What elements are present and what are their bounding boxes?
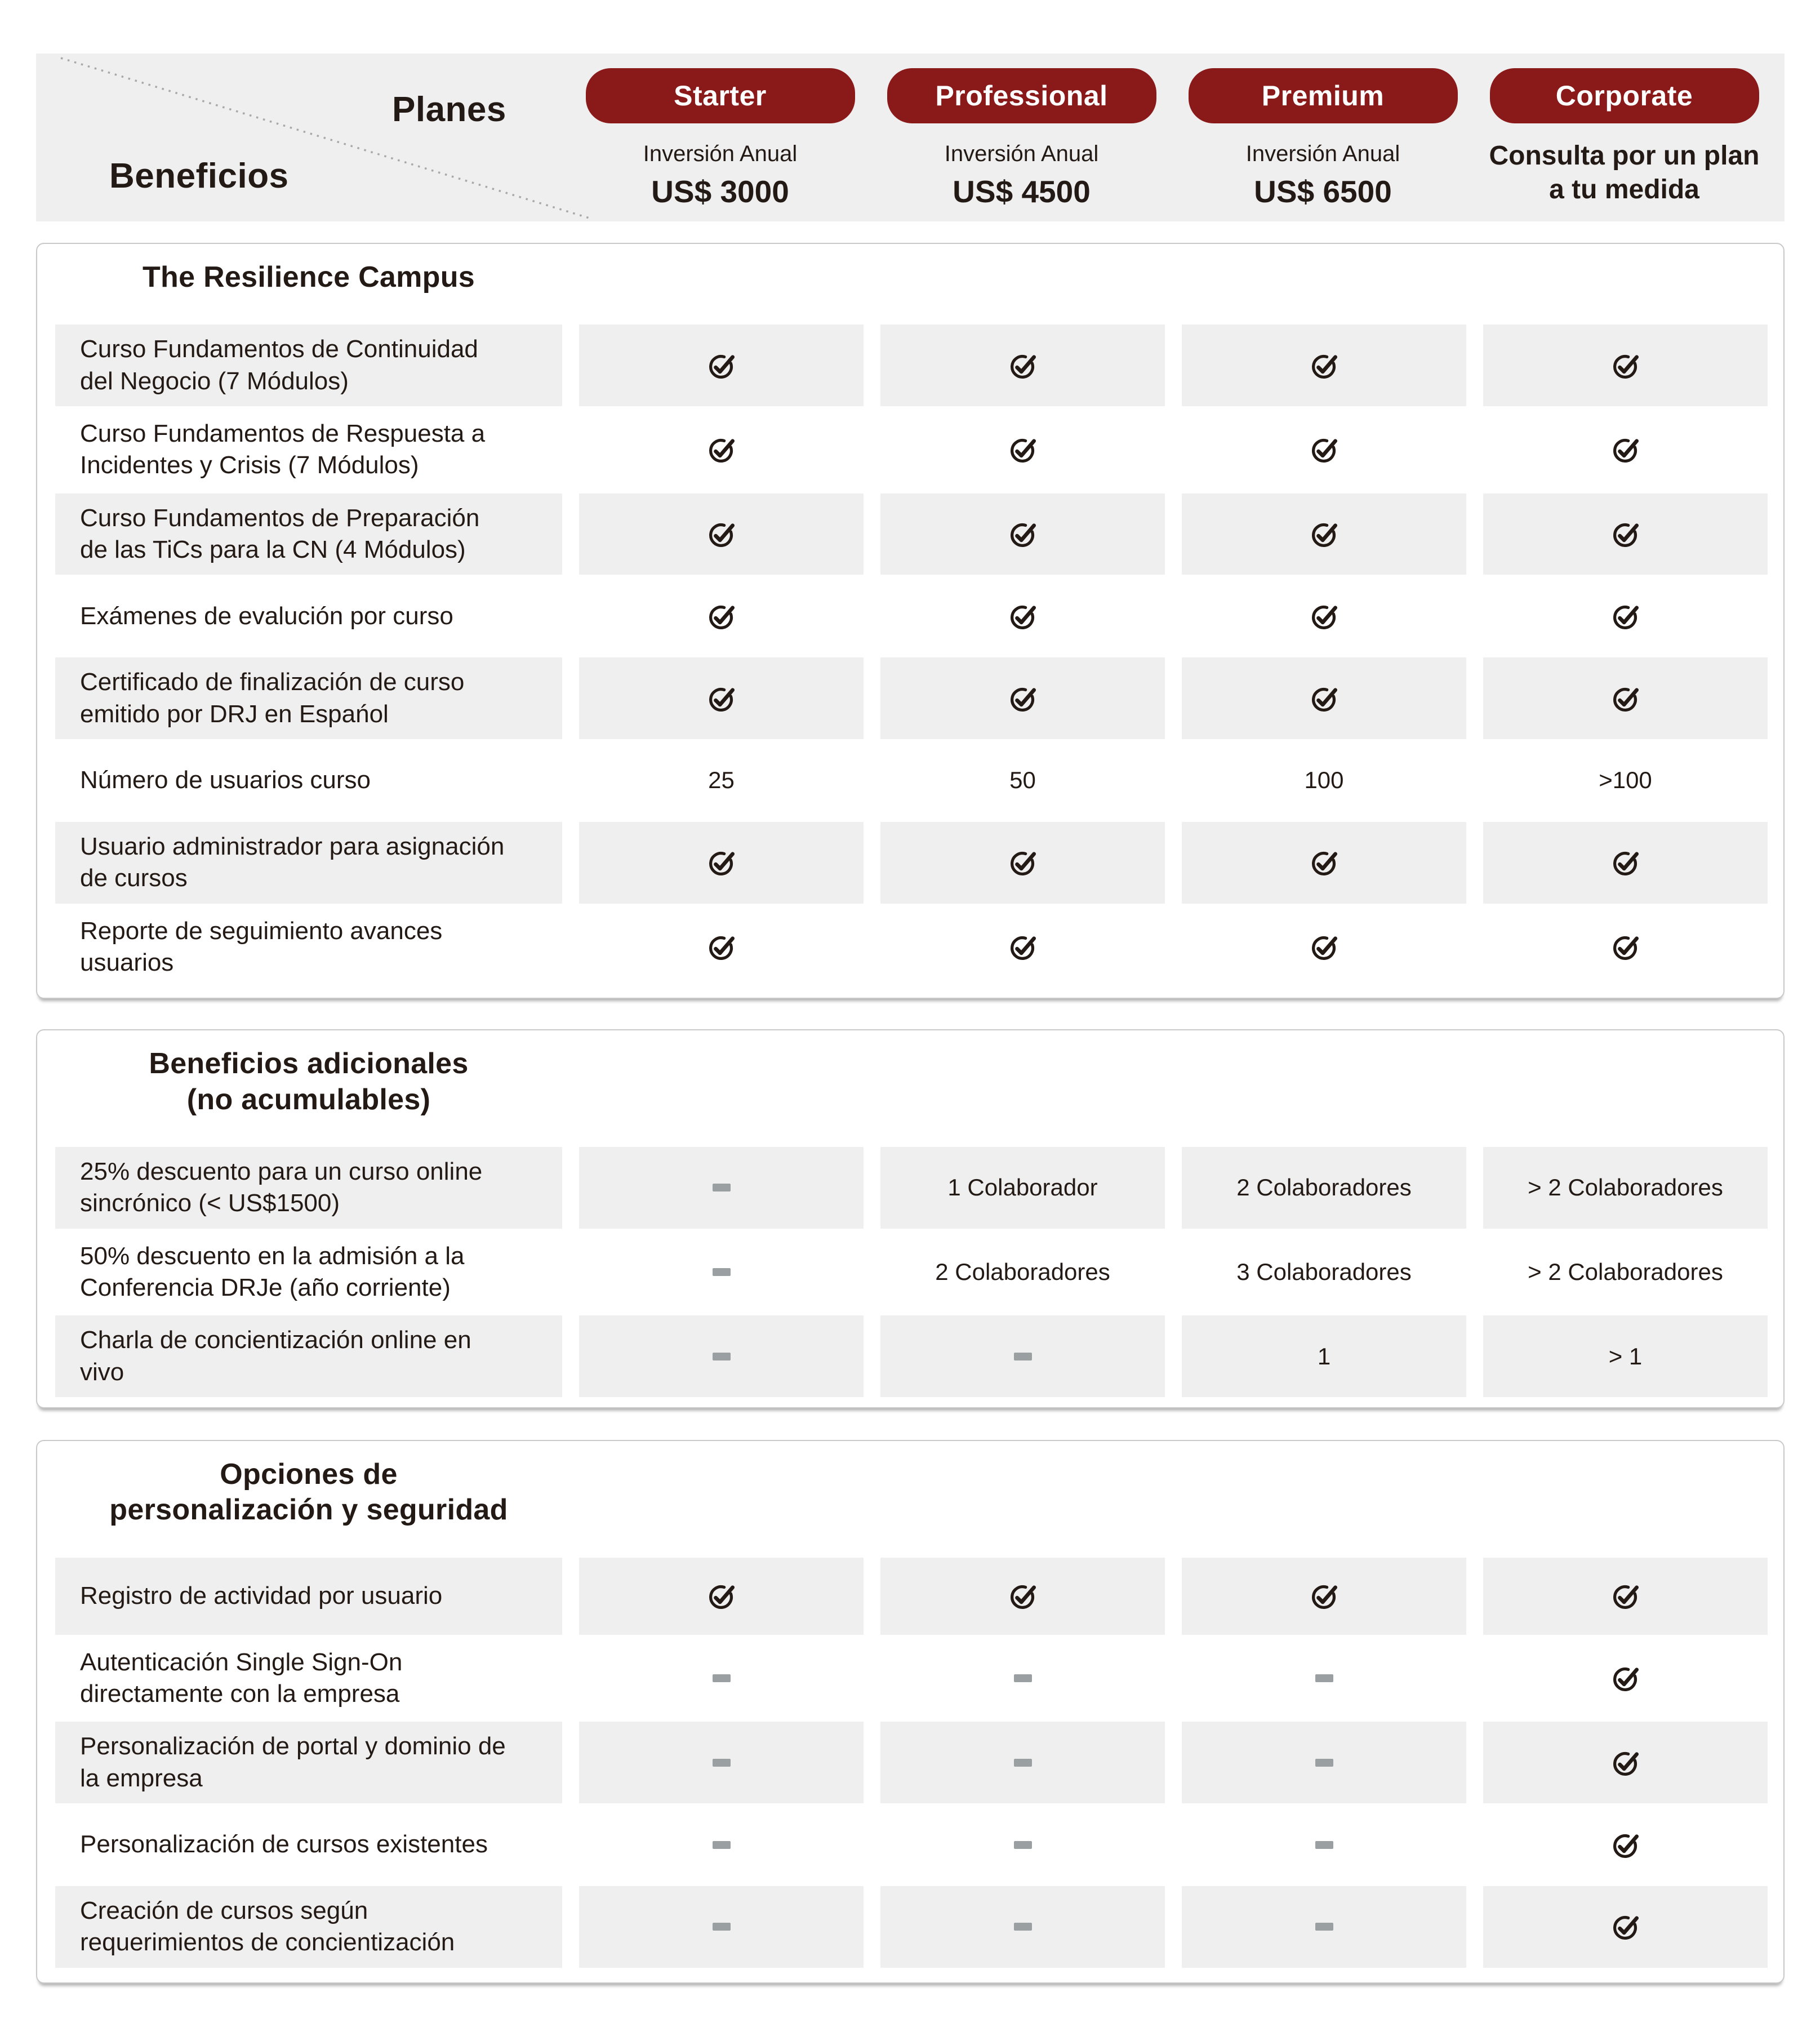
row-label [55, 409, 562, 491]
dash-icon [1315, 1923, 1333, 1931]
check-circle-icon [1008, 602, 1038, 631]
row-label [55, 906, 562, 988]
check-circle-icon [1611, 932, 1640, 962]
section-rows [37, 324, 1783, 988]
table-row [37, 1315, 1783, 1397]
plan-name: Professional [935, 80, 1108, 112]
check-cell [880, 906, 1165, 988]
dash-cell [579, 1315, 864, 1397]
value-text: 25 [708, 767, 735, 794]
row-label [55, 324, 562, 406]
table-row [37, 324, 1783, 406]
check-circle-icon [1008, 684, 1038, 713]
row-label [55, 1638, 562, 1719]
value-text: > 2 Colaboradores [1528, 1174, 1723, 1201]
plan-pill-professional[interactable] [887, 68, 1156, 123]
check-cell [579, 324, 864, 406]
check-cell [880, 493, 1165, 575]
table-row [37, 493, 1783, 575]
check-circle-icon [707, 602, 736, 631]
plan-price: US$ 6500 [1254, 174, 1392, 209]
row-label-text: Charla de concientización online en vivo [80, 1326, 471, 1386]
check-cell [880, 657, 1165, 739]
plan-column-professional [879, 54, 1164, 221]
table-row [37, 409, 1783, 491]
value-cell [1182, 1231, 1466, 1313]
check-cell [1483, 577, 1768, 655]
value-text: 50 [1009, 767, 1036, 794]
plan-price: US$ 4500 [953, 174, 1091, 209]
check-circle-icon [1008, 932, 1038, 962]
dash-icon [713, 1923, 731, 1931]
table-row [37, 1231, 1783, 1313]
row-label-text: 50% descuento en la admisión a la Conferencia DRJe (año corriente) [80, 1242, 465, 1301]
dash-icon [1014, 1674, 1032, 1682]
table-row [37, 1722, 1783, 1803]
beneficios-label: Beneficios [109, 157, 289, 195]
check-circle-icon [707, 932, 736, 962]
check-cell [1483, 657, 1768, 739]
row-label [55, 657, 562, 739]
check-circle-icon [1310, 684, 1339, 713]
plan-name: Corporate [1555, 80, 1693, 112]
check-cell [1182, 1558, 1466, 1635]
dash-cell [880, 1315, 1165, 1397]
row-label-text: Usuario administrador para asignación de cursos [80, 832, 505, 892]
check-circle-icon [1611, 1748, 1640, 1777]
plan-column-starter [578, 54, 862, 221]
check-circle-icon [1611, 684, 1640, 713]
row-label-text: Curso Fundamentos de Respuesta a Incidentes y Crisis (7 Módulos) [80, 420, 486, 479]
value-text: 2 Colaboradores [935, 1259, 1110, 1285]
section-rows [37, 1147, 1783, 1397]
section-title-line: personalización y seguridad [109, 1493, 508, 1527]
table-row [37, 1147, 1783, 1229]
section-title [55, 260, 562, 295]
check-circle-icon [1611, 848, 1640, 877]
table-row [37, 577, 1783, 655]
check-circle-icon [1008, 351, 1038, 380]
row-label-text: Creación de cursos según requerimientos de concientización [80, 1897, 455, 1957]
value-text: 2 Colaboradores [1236, 1174, 1412, 1201]
check-circle-icon [1310, 435, 1339, 464]
check-circle-icon [1310, 848, 1339, 877]
dash-icon [713, 1184, 731, 1191]
dash-cell [1182, 1722, 1466, 1803]
row-label-text: Número de usuarios curso [80, 766, 371, 794]
check-circle-icon [707, 435, 736, 464]
section-title [55, 1046, 562, 1118]
dash-icon [713, 1268, 731, 1276]
table-row [37, 657, 1783, 739]
check-cell [880, 822, 1165, 904]
check-cell [1483, 1806, 1768, 1883]
dash-icon [1315, 1674, 1333, 1682]
value-cell [1483, 742, 1768, 819]
check-circle-icon [1611, 519, 1640, 549]
value-text: > 2 Colaboradores [1528, 1259, 1723, 1285]
dash-icon [713, 1674, 731, 1682]
dash-icon [1014, 1759, 1032, 1767]
value-cell [1483, 1315, 1768, 1397]
check-circle-icon [1310, 1581, 1339, 1611]
row-label [55, 1315, 562, 1397]
dash-cell [1182, 1638, 1466, 1719]
value-cell [1483, 1147, 1768, 1229]
check-cell [579, 493, 864, 575]
check-circle-icon [1611, 1581, 1640, 1611]
check-cell [880, 324, 1165, 406]
table-row [37, 906, 1783, 988]
check-cell [880, 1558, 1165, 1635]
value-text: > 1 [1608, 1342, 1643, 1370]
plan-pill-corporate[interactable] [1490, 68, 1759, 123]
value-text: 3 Colaboradores [1236, 1259, 1412, 1285]
value-text: 100 [1304, 767, 1344, 794]
table-row [37, 1886, 1783, 1968]
dash-icon [1014, 1923, 1032, 1931]
plan-sub-label: Inversión Anual [1245, 141, 1400, 166]
check-circle-icon [1008, 519, 1038, 549]
row-label-text: Personalización de portal y dominio de la empresa [80, 1732, 506, 1792]
row-label-text: 25% descuento para un curso online sincrónico (< US$1500) [80, 1158, 483, 1217]
plan-column-corporate [1482, 54, 1766, 221]
check-circle-icon [707, 1581, 736, 1611]
check-cell [1483, 1638, 1768, 1719]
check-cell [1182, 657, 1466, 739]
row-label-text: Curso Fundamentos de Preparación de las TiCs para la CN (4 Módulos) [80, 504, 480, 563]
check-cell [1483, 822, 1768, 904]
check-circle-icon [1008, 848, 1038, 877]
check-circle-icon [707, 684, 736, 713]
plan-pill-starter[interactable] [586, 68, 855, 123]
check-cell [1182, 493, 1466, 575]
dash-cell [579, 1147, 864, 1229]
bottom-margin [0, 1984, 1820, 2023]
value-cell [579, 742, 864, 819]
check-circle-icon [1310, 519, 1339, 549]
row-label [55, 742, 562, 819]
dash-icon [713, 1759, 731, 1767]
check-circle-icon [707, 351, 736, 380]
section-title-line: (no acumulables) [186, 1083, 431, 1116]
row-label [55, 577, 562, 655]
check-cell [579, 1558, 864, 1635]
plan-name: Starter [674, 80, 767, 112]
row-label-text: Autenticación Single Sign-On directamente con la empresa [80, 1648, 403, 1708]
dash-cell [579, 1886, 864, 1968]
plan-column-premium [1181, 54, 1465, 221]
check-cell [1182, 577, 1466, 655]
check-cell [1182, 822, 1466, 904]
dash-cell [579, 1806, 864, 1883]
section-personalizacion-seguridad [36, 1440, 1785, 1984]
check-cell [579, 822, 864, 904]
value-text: 1 Colaborador [947, 1174, 1098, 1201]
dash-cell [880, 1722, 1165, 1803]
plan-price: US$ 3000 [651, 174, 789, 209]
row-label [55, 1722, 562, 1803]
value-cell [1182, 1315, 1466, 1397]
table-row [37, 1806, 1783, 1883]
plan-name: Premium [1261, 80, 1385, 112]
check-cell [579, 657, 864, 739]
dash-cell [579, 1231, 864, 1313]
check-cell [579, 409, 864, 491]
check-cell [880, 409, 1165, 491]
dash-icon [713, 1841, 731, 1849]
value-cell [1182, 742, 1466, 819]
plan-sub-label: Inversión Anual [643, 141, 798, 166]
dash-icon [1014, 1841, 1032, 1849]
check-circle-icon [1611, 435, 1640, 464]
plan-pill-premium[interactable] [1189, 68, 1458, 123]
check-circle-icon [1008, 1581, 1038, 1611]
check-cell [1483, 1722, 1768, 1803]
row-label [55, 822, 562, 904]
row-label-text: Registro de actividad por usuario [80, 1582, 443, 1610]
value-cell [880, 1231, 1165, 1313]
dash-icon [1014, 1353, 1032, 1360]
dash-cell [880, 1806, 1165, 1883]
check-circle-icon [1310, 932, 1339, 962]
value-cell [1182, 1147, 1466, 1229]
row-label [55, 1558, 562, 1635]
row-label-text: Certificado de finalización de curso emitido por DRJ en Espańol [80, 668, 465, 728]
row-label-text: Reporte de seguimiento avances usuarios [80, 917, 443, 976]
check-circle-icon [1611, 602, 1640, 631]
value-text: >100 [1599, 767, 1652, 794]
value-cell [880, 742, 1165, 819]
section-resilience-campus [36, 243, 1785, 999]
section-title-line: Opciones de [220, 1457, 398, 1491]
row-label [55, 1231, 562, 1313]
row-label [55, 1806, 562, 1883]
check-circle-icon [1008, 435, 1038, 464]
value-cell [1483, 1231, 1768, 1313]
check-circle-icon [1611, 351, 1640, 380]
value-text: 1 [1317, 1342, 1331, 1370]
row-label-text: Curso Fundamentos de Continuidad del Negocio (7 Módulos) [80, 335, 478, 395]
section-title-line: Beneficios adicionales [149, 1047, 469, 1081]
section-title-line: The Resilience Campus [142, 261, 475, 294]
check-cell [1182, 409, 1466, 491]
check-cell [1182, 324, 1466, 406]
planes-label: Planes [392, 90, 506, 129]
check-circle-icon [1310, 602, 1339, 631]
check-circle-icon [707, 519, 736, 549]
check-circle-icon [1611, 1830, 1640, 1860]
section-rows [37, 1558, 1783, 1968]
check-cell [1483, 493, 1768, 575]
row-label-text: Personalización de cursos existentes [80, 1830, 488, 1859]
dash-cell [880, 1886, 1165, 1968]
check-circle-icon [1611, 1912, 1640, 1941]
check-cell [1483, 324, 1768, 406]
table-row [37, 1558, 1783, 1635]
diagonal-dotted-divider [54, 54, 599, 221]
dash-icon [1315, 1759, 1333, 1767]
check-cell [579, 906, 864, 988]
dash-icon [713, 1353, 731, 1360]
header-corner-cell [54, 54, 561, 221]
row-label [55, 1886, 562, 1968]
value-cell [880, 1147, 1165, 1229]
dash-cell [579, 1722, 864, 1803]
check-cell [1182, 906, 1466, 988]
check-cell [880, 577, 1165, 655]
row-label [55, 493, 562, 575]
check-circle-icon [707, 848, 736, 877]
table-row [37, 742, 1783, 819]
check-circle-icon [1611, 1664, 1640, 1693]
check-cell [1483, 1558, 1768, 1635]
dash-cell [880, 1638, 1165, 1719]
dash-cell [579, 1638, 864, 1719]
plans-header [36, 54, 1785, 221]
dash-cell [1182, 1886, 1466, 1968]
plan-cta-text: Consulta por un plan a tu medida [1489, 141, 1760, 204]
dash-cell [1182, 1806, 1466, 1883]
check-cell [1483, 1886, 1768, 1968]
row-label-text: Exámenes de evalución por curso [80, 602, 453, 630]
table-row [37, 1638, 1783, 1719]
section-title [55, 1457, 562, 1528]
dash-icon [1315, 1841, 1333, 1849]
table-row [37, 822, 1783, 904]
check-cell [579, 577, 864, 655]
check-cell [1483, 906, 1768, 988]
row-label [55, 1147, 562, 1229]
section-beneficios-adicionales [36, 1029, 1785, 1408]
check-cell [1483, 409, 1768, 491]
check-circle-icon [1310, 351, 1339, 380]
plan-sub-label: Inversión Anual [944, 141, 1099, 166]
